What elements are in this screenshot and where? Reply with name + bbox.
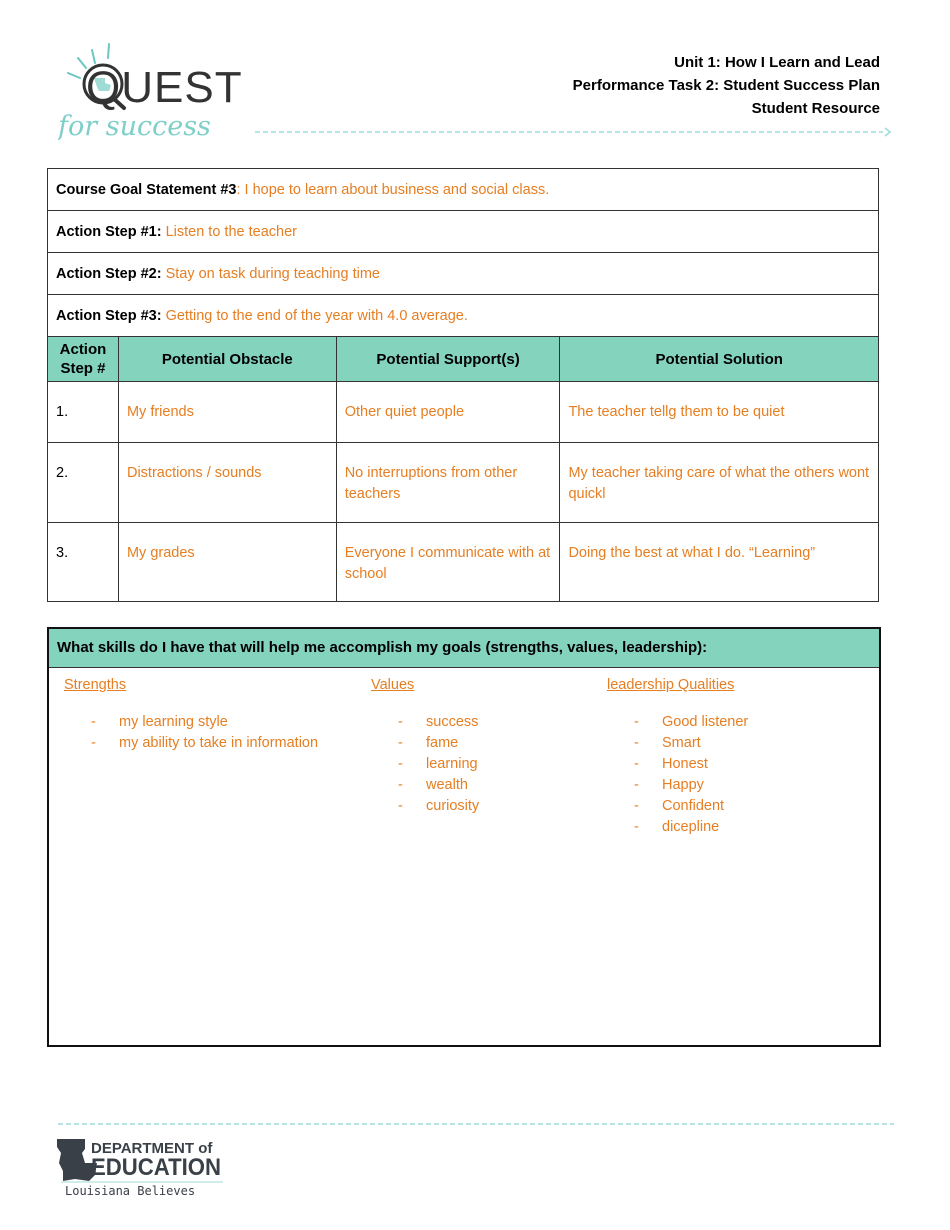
support-cell: Other quiet people bbox=[336, 382, 560, 443]
action-step-row bbox=[48, 211, 879, 253]
table-row bbox=[48, 382, 879, 443]
solution-cell: Doing the best at what I do. “Learning” bbox=[560, 523, 879, 602]
list-item: - Good listener bbox=[634, 714, 749, 730]
skills-section bbox=[47, 627, 881, 1047]
dept-text: DEPARTMENT of bbox=[91, 1140, 213, 1157]
values-list bbox=[371, 712, 479, 817]
strengths-title: Strengths bbox=[64, 677, 127, 693]
list-item: - dicepline bbox=[634, 819, 720, 835]
logo-quest-text: QUEST bbox=[86, 63, 243, 112]
leadership-list bbox=[607, 712, 748, 838]
list-item: - curiosity bbox=[398, 798, 480, 814]
support-cell: No interruptions from other teachers bbox=[336, 443, 560, 523]
header-action-step: Action Step # bbox=[48, 337, 119, 382]
task-title: Performance Task 2: Student Success Plan bbox=[572, 77, 880, 94]
department-of-education-logo bbox=[55, 1135, 230, 1199]
values-column bbox=[371, 677, 479, 817]
list-item: - my learning style bbox=[91, 714, 228, 730]
strengths-list bbox=[64, 712, 318, 754]
header-divider bbox=[255, 126, 895, 138]
solution-cell: My teacher taking care of what the others wont quickl bbox=[560, 443, 879, 523]
step-number: 3. bbox=[48, 523, 119, 602]
document-header bbox=[573, 51, 880, 120]
action-step-label: Action Step #3: bbox=[56, 307, 162, 324]
step-number: 1. bbox=[48, 382, 119, 443]
course-goal-colon: : bbox=[236, 181, 241, 198]
list-item: - Smart bbox=[634, 735, 701, 751]
obstacle-cell: My grades bbox=[118, 523, 336, 602]
list-item: - success bbox=[398, 714, 479, 730]
tagline-text: Louisiana Believes bbox=[65, 1184, 196, 1198]
skills-heading: What skills do I have that will help me accomplish my goals (strengths, values, leadership): bbox=[49, 629, 879, 668]
unit-title: Unit 1: How I Learn and Lead bbox=[674, 54, 880, 71]
values-title: Values bbox=[371, 677, 415, 693]
list-item: - learning bbox=[398, 756, 478, 772]
header-obstacle: Potential Obstacle bbox=[118, 337, 336, 382]
support-cell: Everyone I communicate with at school bbox=[336, 523, 560, 602]
list-item: - Honest bbox=[634, 756, 708, 772]
course-goal-label: Course Goal Statement #3 bbox=[56, 181, 237, 198]
action-step-row bbox=[48, 295, 879, 337]
list-item: - fame bbox=[398, 735, 459, 751]
table-row bbox=[48, 523, 879, 602]
header-support: Potential Support(s) bbox=[336, 337, 560, 382]
education-text: EDUCATION bbox=[91, 1154, 221, 1181]
action-step-label: Action Step #1: bbox=[56, 223, 162, 240]
step-number: 2. bbox=[48, 443, 119, 523]
action-step-row bbox=[48, 253, 879, 295]
solution-cell: The teacher tellg them to be quiet bbox=[560, 382, 879, 443]
table-row bbox=[48, 443, 879, 523]
list-item: - wealth bbox=[398, 777, 468, 793]
course-goal-value: I hope to learn about business and social class. bbox=[240, 181, 550, 198]
action-step-value: Listen to the teacher bbox=[161, 223, 297, 240]
list-item: - Happy bbox=[634, 777, 704, 793]
leadership-title: leadership Qualities bbox=[607, 677, 735, 693]
logo-success-text: for success bbox=[58, 111, 211, 142]
list-item: - my ability to take in information bbox=[91, 735, 319, 751]
leadership-column bbox=[607, 677, 748, 838]
action-step-label: Action Step #2: bbox=[56, 265, 162, 282]
list-item: - Confident bbox=[634, 798, 725, 814]
action-step-value: Stay on task during teaching time bbox=[161, 265, 380, 282]
action-step-value: Getting to the end of the year with 4.0 average. bbox=[161, 307, 468, 324]
success-plan-table bbox=[47, 168, 879, 602]
footer-divider bbox=[58, 1120, 894, 1128]
table-header-row bbox=[48, 337, 879, 382]
strengths-column bbox=[64, 677, 318, 754]
course-goal-row bbox=[48, 169, 879, 211]
quest-for-success-logo bbox=[58, 40, 258, 150]
resource-label: Student Resource bbox=[751, 100, 880, 117]
obstacle-cell: Distractions / sounds bbox=[118, 443, 336, 523]
obstacle-cell: My friends bbox=[118, 382, 336, 443]
header-solution: Potential Solution bbox=[560, 337, 879, 382]
